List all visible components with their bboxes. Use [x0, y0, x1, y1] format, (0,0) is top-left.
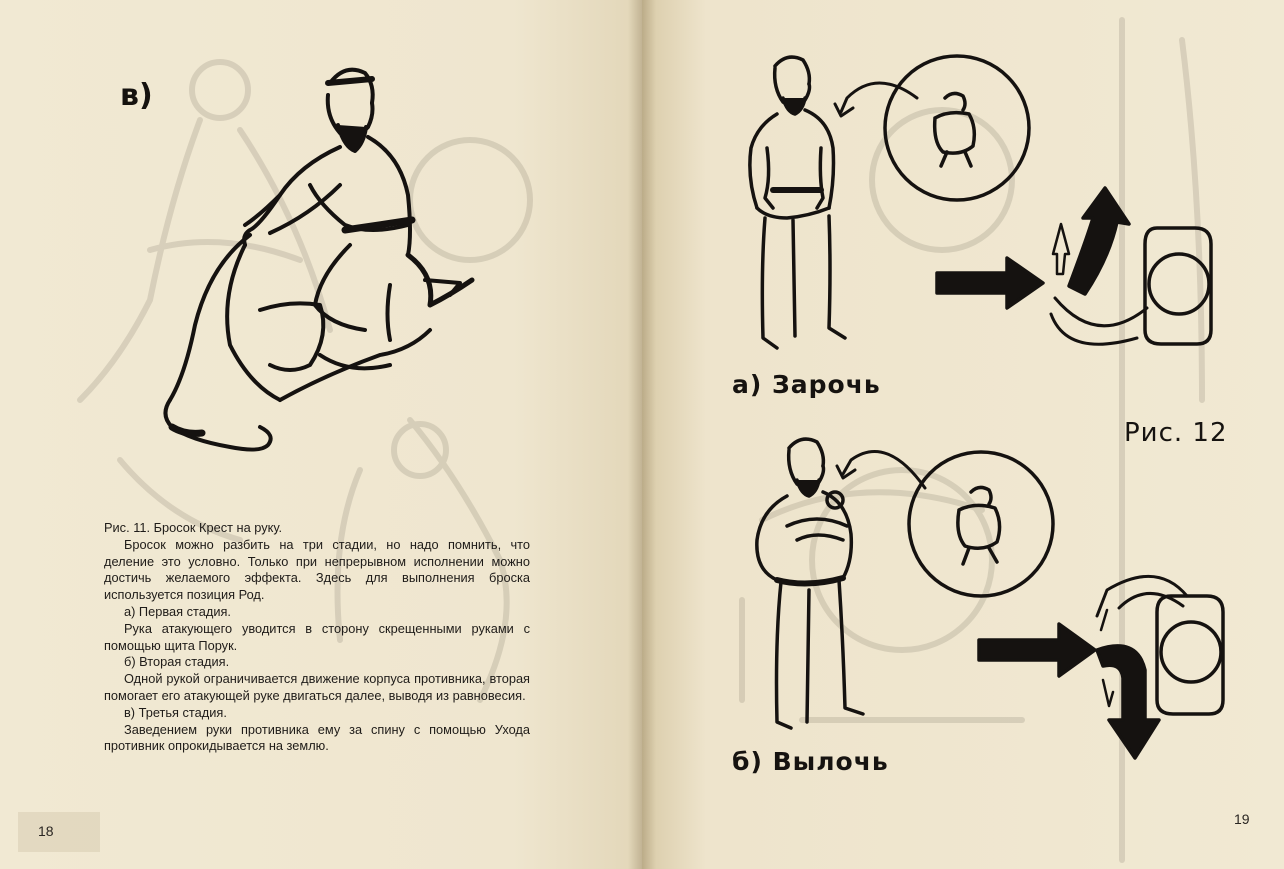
page-number-right: 19	[1234, 811, 1250, 827]
throw-illustration	[150, 55, 490, 475]
figure-a-illustration	[737, 48, 1237, 368]
book-gutter	[628, 0, 656, 869]
caption-text	[104, 520, 530, 755]
stage-c-text: Заведением руки противника ему за спину с помощью Ухода противник опрокидывается на землю.	[104, 721, 530, 754]
page-number-patch	[18, 812, 100, 852]
figure-caption: Рис. 11. Бросок Крест на руку.	[104, 520, 283, 535]
figure-title: Рис. 12	[1124, 418, 1228, 448]
stage-b-heading: б) Вторая стадия.	[124, 654, 230, 670]
paragraph-intro: Бросок можно разбить на три стадии, но надо помнить, что деление это условно. Только при непрерывном исполнении можно достичь желаемого эффекта. Здесь для выполнения броска используется позиция Род.	[104, 536, 530, 603]
figure-letter: в)	[120, 78, 153, 113]
right-page	[642, 0, 1284, 869]
figure-b-illustration	[747, 430, 1237, 770]
stage-a-text: Рука атакующего уводится в сторону скрещенными руками с помощью щита Порук.	[104, 620, 530, 653]
stage-b-text: Одной рукой ограничивается движение корпуса противника, вторая помогает его атакующей руке двигаться далее, выводя из равновесия.	[104, 671, 530, 703]
stage-c-heading: в) Третья стадия.	[124, 704, 227, 720]
page-number-left: 18	[38, 823, 54, 839]
label-b: б) Вылочь	[732, 747, 889, 776]
stage-a-heading: а) Первая стадия.	[124, 603, 231, 619]
label-a: а) Зарочь	[732, 370, 881, 399]
